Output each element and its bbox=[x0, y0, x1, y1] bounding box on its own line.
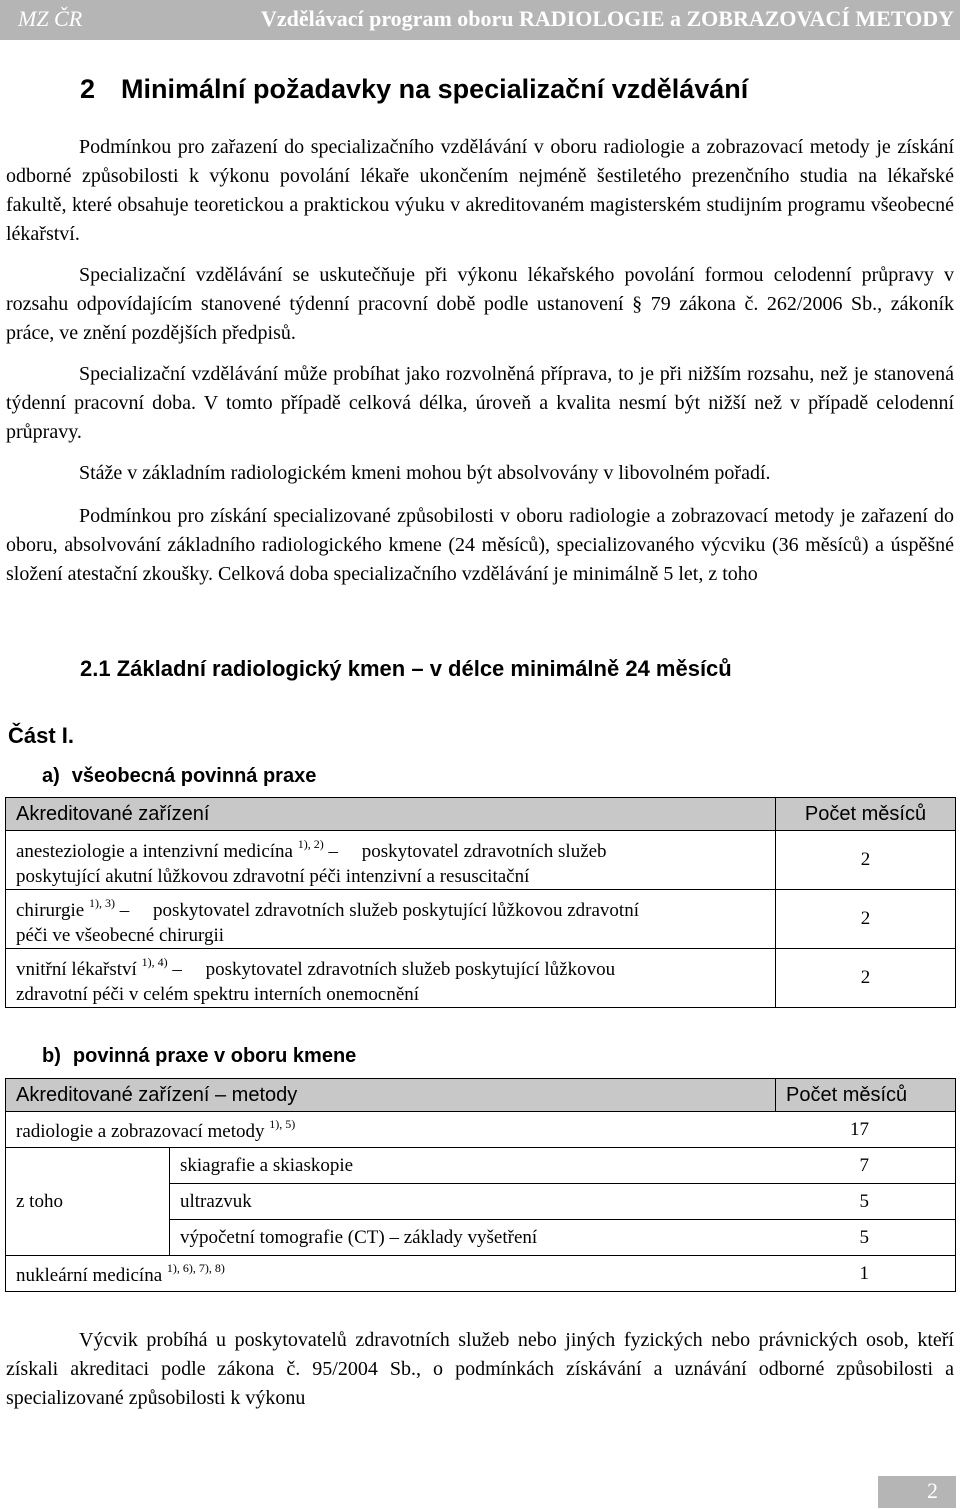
table-a-title: všeobecná povinná praxe bbox=[71, 765, 317, 787]
paragraph-2: Specializační vzdělávání se uskutečňuje při výkonu lékařského povolání formou celodenní průpravy v rozsahu odpovídajícím stanovené týdenní pracovní době podle ustanovení § 79 zákona č. 262/2006 Sb., zákoník práce, ve znění pozdějších předpisů. bbox=[6, 264, 954, 344]
method-name: radiologie a zobrazovací metody bbox=[16, 1120, 265, 1142]
column-header-months: Počet měsíců bbox=[776, 1079, 956, 1112]
months-cell: 2 bbox=[776, 949, 956, 1008]
column-header-facility-methods: Akreditované zařízení – metody bbox=[6, 1079, 776, 1112]
closing-paragraph: Výcvik probíhá u poskytovatelů zdravotních služeb nebo jiných fyzických nebo právnických osob, kteří získali akreditaci podle zákona č. 95/2004 Sb., o podmínkách získávání a uznávání odborné způsobilosti a specializované způsobilosti k výkonu bbox=[6, 1329, 954, 1409]
table-row bbox=[6, 831, 956, 890]
footnote-ref: 1), 3) bbox=[89, 895, 115, 910]
table-b-label: b) bbox=[42, 1045, 61, 1067]
months-cell: 17 bbox=[776, 1112, 956, 1148]
header-ministry: MZ ČR bbox=[18, 6, 83, 31]
method-cell bbox=[6, 1112, 776, 1148]
general-practice-table bbox=[5, 797, 956, 1008]
part-label: Část I. bbox=[8, 723, 75, 748]
table-row bbox=[6, 890, 956, 949]
table-row bbox=[6, 949, 956, 1008]
facility-cell: chirurgie $^{1), 3)}$ – poskytovatel zdravotních služeb poskytující lůžkovou zdravotní péči ve všeobecné chirurgii bbox=[6, 890, 776, 949]
facility-text: poskytovatel zdravotních služeb poskytující lůžkovou bbox=[205, 958, 616, 980]
facility-cell: anesteziologie a intenzivní medicína $^{1), 2)}$ – poskytovatel zdravotních služeb poskytující akutní lůžkovou zdravotní péči intenzivní a resuscitační bbox=[6, 831, 776, 890]
section-title: Minimální požadavky na specializační vzdělávání bbox=[121, 74, 749, 104]
specialty-name: anesteziologie a intenzivní medicína bbox=[16, 840, 293, 862]
facility-cell: vnitřní lékařství $^{1), 4)}$ – poskytovatel zdravotních služeb poskytující lůžkovou zdravotní péči v celém spektru interních onemocnění bbox=[6, 949, 776, 1008]
method-cell bbox=[6, 1256, 776, 1292]
facility-text: poskytovatel zdravotních služeb bbox=[361, 840, 607, 862]
facility-text-line2: péči ve všeobecné chirurgii bbox=[16, 924, 225, 946]
months-cell: 2 bbox=[776, 890, 956, 949]
table-a-label: a) bbox=[42, 765, 60, 787]
section-heading bbox=[80, 74, 748, 105]
method-cell: výpočetní tomografie (CT) – základy vyšetření bbox=[170, 1220, 776, 1256]
footnote-ref: 1), 6), 7), 8) bbox=[166, 1260, 225, 1275]
specialty-name: vnitřní lékařství bbox=[16, 958, 137, 980]
facility-text-line2: zdravotní péči v celém spektru interních onemocnění bbox=[16, 983, 420, 1005]
paragraph-1: Podmínkou pro zařazení do specializačního vzdělávání v oboru radiologie a zobrazovací metody je získání odborné způsobilosti k výkonu povolání lékaře ukončením nejméně šestiletého prezenčního studia na lékařské fakultě, které obsahuje teoretickou a praktickou výuku v akreditovaném magisterském studijním programu všeobecné lékařství. bbox=[6, 136, 954, 245]
page-header bbox=[0, 0, 960, 40]
paragraph-4: Stáže v základním radiologickém kmeni mohou být absolvovány v libovolném pořadí. bbox=[79, 462, 771, 484]
months-cell: 5 bbox=[776, 1220, 956, 1256]
table-a-heading bbox=[42, 765, 316, 788]
page-number: 2 bbox=[927, 1478, 938, 1503]
header-program-title: Vzdělávací program oboru RADIOLOGIE a ZOBRAZOVACÍ METODY bbox=[260, 6, 954, 31]
method-cell: skiagrafie a skiaskopie bbox=[170, 1148, 776, 1184]
footnote-ref: 1), 5) bbox=[269, 1116, 296, 1131]
footnote-ref: 1), 4) bbox=[141, 954, 168, 969]
months-cell: 5 bbox=[776, 1184, 956, 1220]
subsection-heading: 2.1 Základní radiologický kmen – v délce minimálně 24 měsíců bbox=[80, 656, 732, 681]
core-practice-table bbox=[5, 1078, 956, 1292]
table-row bbox=[6, 1256, 956, 1292]
method-name: nukleární medicína bbox=[16, 1264, 163, 1286]
table-row bbox=[6, 1112, 956, 1148]
table-row bbox=[6, 1148, 956, 1184]
months-cell: 2 bbox=[776, 831, 956, 890]
months-cell: 1 bbox=[776, 1256, 956, 1292]
facility-text: poskytovatel zdravotních služeb poskytující lůžkovou zdravotní bbox=[153, 899, 639, 921]
table-header-row bbox=[6, 798, 956, 831]
table-header-row bbox=[6, 1079, 956, 1112]
column-header-facility: Akreditované zařízení bbox=[6, 798, 776, 831]
column-header-months: Počet měsíců bbox=[776, 798, 956, 831]
table-b-heading bbox=[42, 1045, 356, 1068]
paragraph-3: Specializační vzdělávání může probíhat jako rozvolněná příprava, to je při nižším rozsahu, než je stanovená týdenní pracovní doba. V tomto případě celková délka, úroveň a kvalita nesmí být nižší než v případě celodenní průpravy. bbox=[6, 363, 954, 443]
section-number: 2 bbox=[80, 74, 96, 104]
paragraph-5: Podmínkou pro získání specializované způsobilosti v oboru radiologie a zobrazovací metody je zařazení do oboru, absolvování základního radiologického kmene (24 měsíců), specializovaného výcviku (36 měsíců) a úspěšné složení atestační zkoušky. Celková doba specializačního vzdělávání je minimálně 5 let, z toho bbox=[6, 505, 954, 585]
months-cell: 7 bbox=[776, 1148, 956, 1184]
page-number-box bbox=[878, 1476, 956, 1508]
table-b-title: povinná praxe v oboru kmene bbox=[72, 1045, 357, 1067]
footnote-ref: 1), 2) bbox=[297, 836, 324, 851]
facility-text-line2: poskytující akutní lůžkovou zdravotní péči intenzivní a resuscitační bbox=[16, 865, 530, 887]
of-which-label: z toho bbox=[6, 1148, 170, 1256]
method-cell: ultrazvuk bbox=[170, 1184, 776, 1220]
specialty-name: chirurgie bbox=[16, 899, 85, 921]
